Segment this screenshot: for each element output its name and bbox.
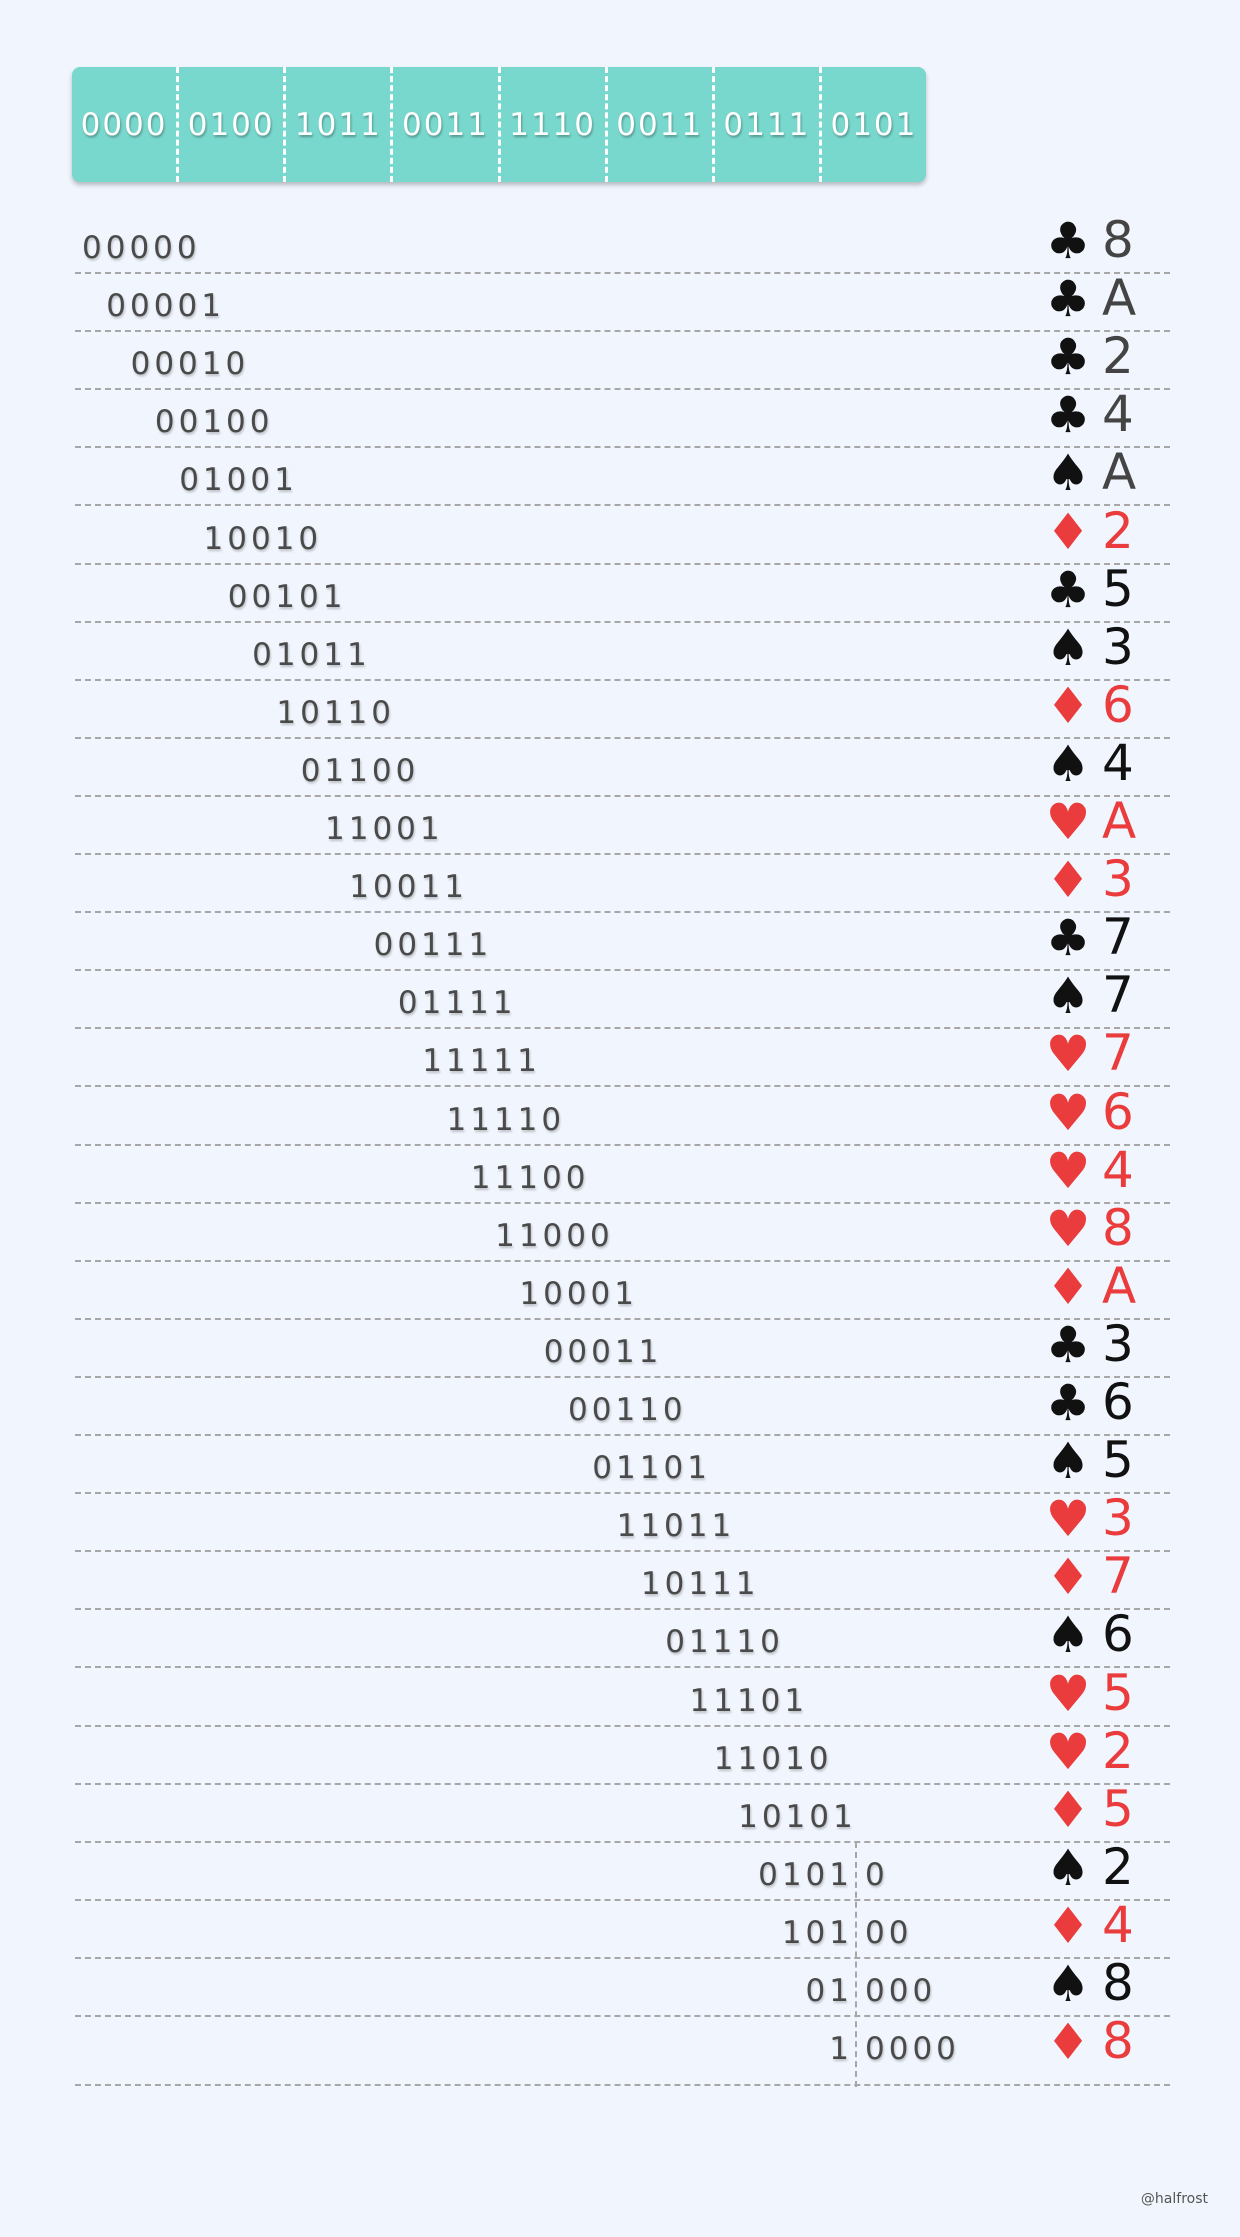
card-row: [75, 1895, 1170, 1959]
card-rank: 2: [1102, 1721, 1134, 1780]
suit-icon: ♠: [1045, 444, 1091, 503]
suit-icon: ♥: [1045, 1490, 1091, 1549]
bit-window: 00100: [154, 404, 274, 441]
bit-window: 00111: [373, 927, 493, 964]
bit-window: 11000: [495, 1217, 614, 1254]
suit-icon: ♠: [1045, 1838, 1091, 1897]
nibble-cell: 0101: [819, 67, 926, 182]
card-row: [75, 908, 1170, 971]
card-rank: 8: [1102, 1954, 1134, 2012]
card-row: [75, 1547, 1170, 1610]
card-rank: 6: [1102, 675, 1134, 734]
suit-icon: ♦: [1045, 502, 1091, 561]
bottom-divider: [75, 2084, 1170, 2086]
bit-window: 10101: [738, 1798, 857, 1835]
nibble-cell: 0000: [80, 106, 168, 143]
suit-icon: ♥: [1045, 1199, 1091, 1258]
wrapped-bits: 0: [865, 1856, 889, 1893]
suit-icon: ♣: [1045, 1374, 1091, 1432]
card-rank: A: [1102, 1256, 1137, 1315]
bit-window: 00010: [130, 346, 250, 383]
suit-icon: ♦: [1045, 1548, 1091, 1607]
card-rank: 7: [1102, 908, 1134, 967]
card-row: [75, 385, 1170, 448]
card-row: [75, 559, 1170, 623]
suit-icon: ♣: [1045, 212, 1091, 270]
card-row: [75, 1605, 1170, 1668]
bit-window: 101: [781, 1914, 853, 1951]
card-rank: 3: [1102, 1314, 1134, 1373]
suit-icon: ♠: [1045, 618, 1091, 677]
bit-window: 00000: [82, 230, 201, 266]
suit-icon: ♥: [1045, 1664, 1091, 1723]
nibble-cell: 1110: [498, 67, 605, 182]
bit-window: 01011: [252, 636, 371, 673]
card-rank: 3: [1102, 617, 1134, 676]
bit-window: 11101: [689, 1682, 809, 1719]
bit-window: 10011: [349, 869, 468, 906]
card-rank: 3: [1102, 850, 1134, 909]
suit-icon: ♣: [1045, 270, 1091, 329]
bit-window: 11110: [446, 1101, 566, 1138]
card-rank: 8: [1102, 211, 1134, 269]
wrapped-bits: 00: [865, 1914, 913, 1951]
nibble-cell: 0011: [605, 67, 712, 182]
card-row: [75, 1024, 1170, 1087]
suit-icon: ♥: [1045, 1083, 1091, 1142]
suit-icon: ♦: [1045, 1780, 1091, 1839]
wrapped-bits: 0000: [865, 2031, 960, 2068]
card-row: [75, 501, 1170, 565]
card-rank: 6: [1102, 1605, 1134, 1664]
card-row: [75, 733, 1170, 797]
bit-window: 10110: [276, 694, 396, 731]
wrap-divider: [855, 1842, 857, 2087]
suit-icon: ♦: [1045, 1257, 1091, 1316]
card-rank: 7: [1102, 1024, 1134, 1083]
card-row: [75, 617, 1170, 681]
bit-window: 01101: [592, 1450, 711, 1487]
suit-icon: ♦: [1045, 1896, 1091, 1955]
suit-icon: ♣: [1045, 909, 1091, 968]
suit-icon: ♣: [1045, 328, 1091, 387]
bit-window: 10111: [640, 1566, 760, 1603]
card-rank: 7: [1102, 1547, 1134, 1606]
bit-window: 00101: [227, 578, 347, 615]
bit-window: 11010: [713, 1740, 833, 1777]
bit-window: 10001: [519, 1275, 639, 1312]
card-row: [75, 966, 1170, 1029]
bit-window: 01001: [179, 462, 298, 499]
card-row: [75, 1198, 1170, 1262]
card-row: [75, 1721, 1170, 1785]
nibble-cell: 0100: [176, 67, 283, 182]
suit-icon: ♥: [1045, 793, 1091, 851]
card-row: [75, 443, 1170, 506]
card-rank: A: [1102, 792, 1137, 850]
bit-window: 11001: [325, 811, 444, 847]
bit-window: 01100: [300, 752, 420, 789]
suit-icon: ♦: [1045, 851, 1091, 910]
suit-icon: ♦: [1045, 676, 1091, 735]
bit-sequence-bar: [72, 67, 926, 182]
suit-icon: ♥: [1045, 1025, 1091, 1084]
bit-window: 11011: [616, 1508, 736, 1545]
bit-window: 0101: [758, 1856, 853, 1893]
card-row: [75, 211, 1170, 274]
card-row: [75, 675, 1170, 739]
card-rank: A: [1102, 443, 1137, 502]
suit-icon: ♠: [1045, 967, 1091, 1026]
card-rank: 5: [1102, 1779, 1134, 1838]
card-row: [75, 1431, 1170, 1494]
suit-icon: ♠: [1045, 734, 1091, 793]
bit-window: 11100: [470, 1159, 590, 1196]
card-rank: 4: [1102, 1140, 1134, 1199]
bit-window: 00001: [106, 288, 225, 325]
bit-window: 11111: [422, 1043, 541, 1080]
suit-icon: ♣: [1045, 1315, 1091, 1374]
nibble-cell: 0011: [390, 67, 497, 182]
bit-window: 01111: [397, 985, 517, 1022]
bit-window: 01: [805, 1973, 853, 2009]
card-rank: 5: [1102, 559, 1134, 618]
bit-window: 10010: [203, 520, 323, 557]
card-rank: 8: [1102, 1198, 1134, 1257]
card-row: [75, 1837, 1170, 1901]
suit-icon: ♠: [1045, 1955, 1091, 2013]
card-row: [75, 1082, 1170, 1146]
bit-window: 1: [829, 2031, 853, 2068]
suit-icon: ♦: [1045, 2013, 1091, 2072]
bit-window: 00011: [543, 1333, 663, 1370]
wrapped-bits: 000: [865, 1973, 937, 2009]
card-row: [75, 1373, 1170, 1436]
card-rank: 4: [1102, 385, 1134, 444]
card-rank: 6: [1102, 1373, 1134, 1431]
bit-window: 01110: [665, 1624, 784, 1661]
card-row: [75, 327, 1170, 390]
card-row: [75, 1314, 1170, 1378]
nibble-cell: 0111: [712, 67, 819, 182]
card-rank: 2: [1102, 1837, 1134, 1896]
suit-icon: ♠: [1045, 1606, 1091, 1665]
suit-icon: ♣: [1045, 386, 1091, 445]
card-rank: 5: [1102, 1663, 1134, 1722]
author-credit: @halfrost: [1140, 2191, 1208, 2207]
card-rank: 3: [1102, 1489, 1134, 1548]
card-row: [75, 1489, 1170, 1552]
card-row: [75, 1256, 1170, 1320]
card-rank: 8: [1102, 2012, 1134, 2071]
card-row: [75, 269, 1170, 332]
card-row: [75, 1663, 1170, 1727]
suit-icon: ♥: [1045, 1141, 1091, 1200]
card-rank: 2: [1102, 327, 1134, 386]
card-rank: 6: [1102, 1082, 1134, 1141]
card-row: [75, 1140, 1170, 1204]
card-rank: 4: [1102, 733, 1134, 792]
card-row: [75, 2012, 1170, 2073]
bit-window: 00110: [568, 1392, 687, 1428]
card-rank: A: [1102, 269, 1137, 328]
card-rank: 5: [1102, 1431, 1134, 1490]
suit-icon: ♥: [1045, 1722, 1091, 1781]
card-row: [75, 1779, 1170, 1843]
card-rank: 7: [1102, 966, 1134, 1025]
card-rank: 2: [1102, 501, 1134, 560]
card-row: [75, 1954, 1170, 2017]
card-row: [75, 792, 1170, 855]
suit-icon: ♣: [1045, 560, 1091, 619]
card-row: [75, 850, 1170, 913]
suit-icon: ♠: [1045, 1432, 1091, 1491]
card-rank: 4: [1102, 1895, 1134, 1954]
nibble-cell: 1011: [283, 67, 390, 182]
